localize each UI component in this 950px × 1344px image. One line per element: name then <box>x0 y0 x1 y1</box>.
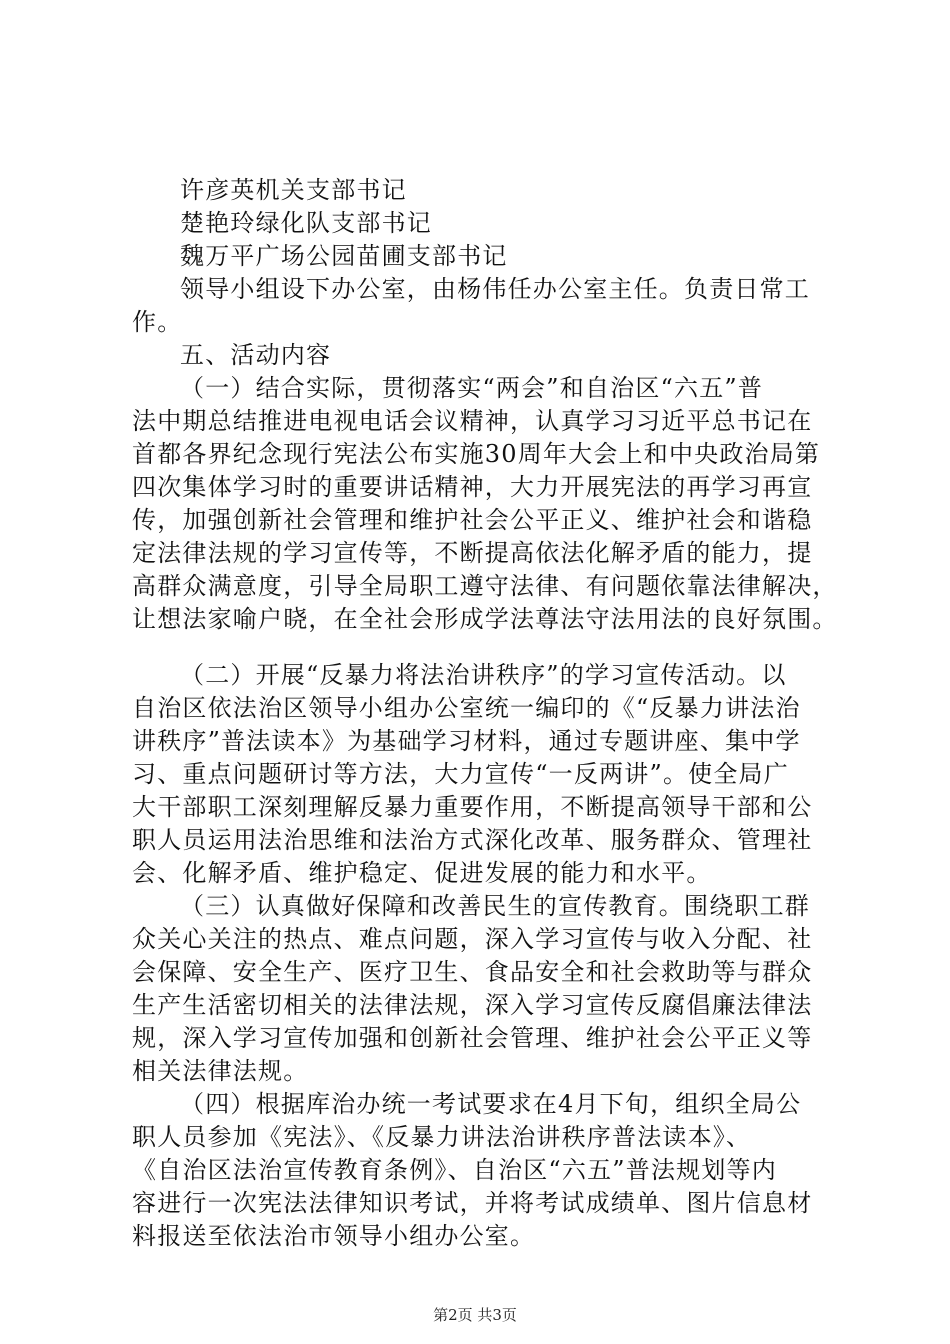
paragraph-2-line: 自治区依法治区领导小组办公室统一编印的《“反暴力讲法治 <box>132 694 801 722</box>
paragraph-2-line: 习、重点问题研讨等方法，大力宣传“一反两讲”。使全局广 <box>132 760 789 788</box>
section-heading: 五、活动内容 <box>180 341 332 369</box>
paragraph-2-line: 讲秩序”普法读本》为基础学习材料，通过专题讲座、集中学 <box>132 727 801 755</box>
paragraph-1-line: （一）结合实际，贯彻落实“两会”和自治区“六五”普 <box>180 374 764 402</box>
paragraph-2-line: 会、化解矛盾、维护稳定、促进发展的能力和水平。 <box>132 859 712 887</box>
paragraph-3-line: 会保障、安全生产、医疗卫生、食品安全和社会救助等与群众 <box>132 958 813 986</box>
paragraph-1-line: 法中期总结推进电视电话会议精神，认真学习习近平总书记在 <box>132 407 813 435</box>
paragraph-1-line: 让想法家喻户晓，在全社会形成学法尊法守法用法的良好氛围。 <box>132 605 838 633</box>
page-footer: 第2页 共3页 <box>433 1306 517 1324</box>
paragraph-4-line: 料报送至依法治市领导小组办公室。 <box>132 1222 536 1250</box>
paragraph-3-line: 众关心关注的热点、难点问题，深入学习宣传与收入分配、社 <box>132 925 813 953</box>
paragraph-3-line: 规，深入学习宣传加强和创新社会管理、维护社会公平正义等 <box>132 1024 813 1052</box>
paragraph-3-line: 相关法律法规。 <box>132 1057 309 1085</box>
paragraph-2-line: 职人员运用法治思维和法治方式深化改革、服务群众、管理社 <box>132 826 813 854</box>
paragraph-4-line: （四）根据库治办统一考试要求在4月下旬，组织全局公 <box>180 1090 802 1118</box>
office-paragraph-line: 领导小组设下办公室，由杨伟任办公室主任。负责日常工 <box>180 275 810 303</box>
paragraph-3-line: （三）认真做好保障和改善民生的宣传教育。围绕职工群 <box>180 892 810 920</box>
paragraph-2-line: （二）开展“反暴力将法治讲秩序”的学习宣传活动。以 <box>180 661 787 689</box>
secretary-line: 楚艳玲绿化队支部书记 <box>180 209 432 237</box>
paragraph-1-line: 定法律法规的学习宣传等，不断提高依法化解矛盾的能力，提 <box>132 539 813 567</box>
paragraph-1-line: 四次集体学习时的重要讲话精神，大力开展宪法的再学习再宣 <box>132 473 813 501</box>
secretary-line: 许彦英机关支部书记 <box>180 176 407 204</box>
paragraph-2-line: 大干部职工深刻理解反暴力重要作用，不断提高领导干部和公 <box>132 793 813 821</box>
paragraph-3-line: 生产生活密切相关的法律法规，深入学习宣传反腐倡廉法律法 <box>132 991 813 1019</box>
document-body <box>132 174 852 1253</box>
paragraph-1-line: 首都各界纪念现行宪法公布实施30周年大会上和中央政治局第 <box>132 440 821 468</box>
paragraph-gap <box>132 636 852 659</box>
paragraph-4-line: 容进行一次宪法法律知识考试，并将考试成绩单、图片信息材 <box>132 1189 813 1217</box>
paragraph-4-line: 《自治区法治宣传教育条例》、自治区“六五”普法规划等内 <box>132 1156 777 1184</box>
office-paragraph-line: 作。 <box>132 308 183 336</box>
paragraph-4-line: 职人员参加《宪法》、《反暴力讲法治讲秩序普法读本》、 <box>132 1123 752 1151</box>
secretary-line: 魏万平广场公园苗圃支部书记 <box>180 242 508 270</box>
paragraph-1-line: 高群众满意度，引导全局职工遵守法律、有问题依靠法律解决， <box>132 572 838 600</box>
paragraph-1-line: 传，加强创新社会管理和维护社会公平正义、维护社会和谐稳 <box>132 506 813 534</box>
